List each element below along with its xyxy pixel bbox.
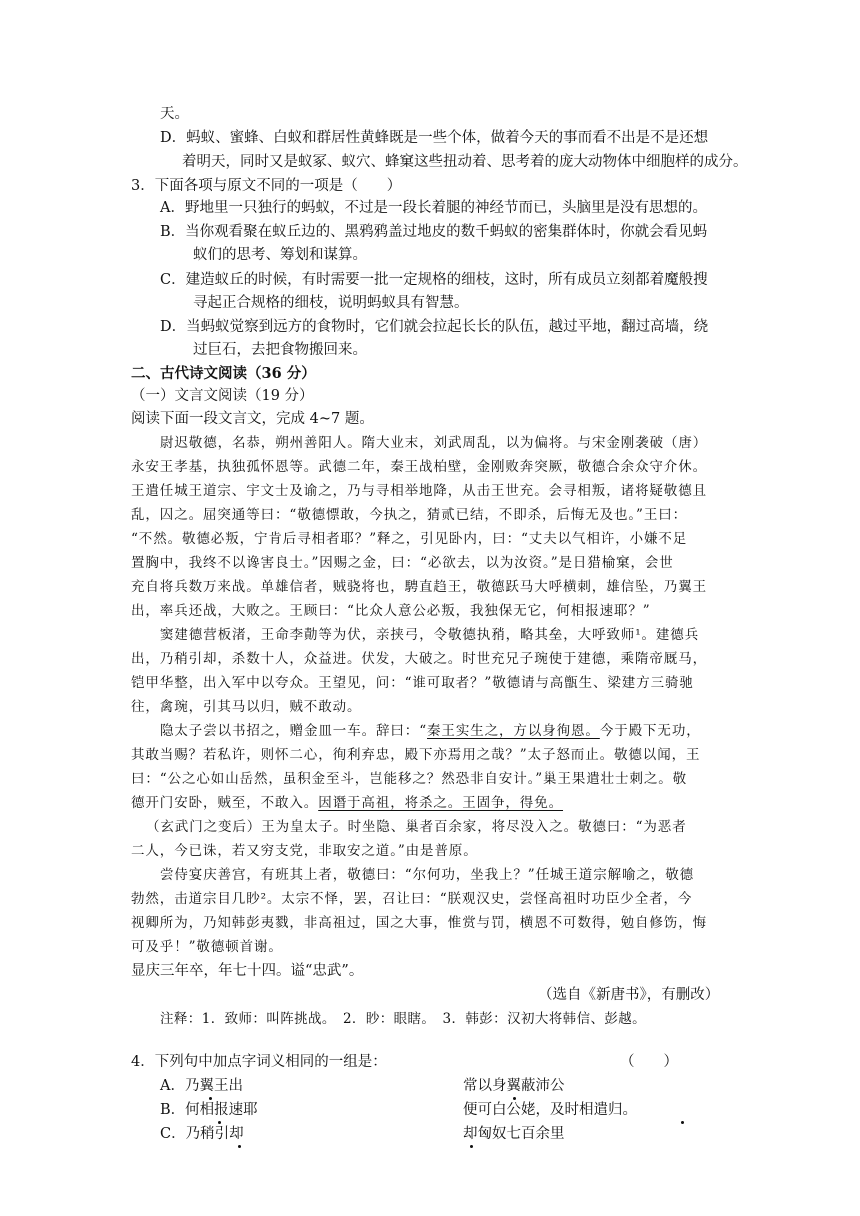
q4-option-c-left: C．乃稍引却: [160, 1126, 244, 1142]
passage-line: “不然。敬德必叛，宁肯后寻相者耶？”释之，引见卧内，曰：“丈夫以气相许，小嫌不足: [131, 531, 688, 547]
emphasis-dot: [681, 1121, 684, 1124]
passage-line: 其敢当赐？若私许，则怀二心，徇利弃忠，殿下亦焉用之哉？”太子怒而止。敬德以闻，王: [131, 747, 701, 763]
emphasis-dot: [218, 1121, 221, 1124]
passage-line: 出，乃稍引却，杀数十人，众益进。伏发，大破之。时世充兄子琬使于建德，乘隋帝厩马，: [131, 651, 707, 667]
question-3-stem: 3．下面各项与原文不同的一项是（ ）: [131, 178, 402, 194]
passage-line: 往，禽琬，引其马以归，贼不敢动。: [131, 699, 362, 715]
q3-option-b-line1: B．当你观看聚在蚁丘边的、黑鸦鸦盖过地皮的数千蚂蚁的密集群体时，你就会看见蚂: [160, 224, 708, 240]
passage-line: 显庆三年卒，年七十四。谥“忠武”。: [131, 963, 364, 979]
answer-blank: （ ）: [620, 1054, 678, 1070]
passage-line: 王遣任城王道宗、宇文士及谕之，乃与寻相举地降，从击王世充。会寻相叛，诸将疑敬德且: [131, 483, 707, 499]
passage-text: 隐太子尝以书招之，赠金皿一车。辞曰：“: [160, 723, 428, 739]
passage-text: 德开门安卧，贼至，不敢入。: [131, 795, 319, 811]
emphasis-dot: [470, 1145, 473, 1148]
passage-line: （玄武门之变后）王为皇太子。时坐隐、巢者百余家，将尽没入之。敬德曰：“为恶者: [146, 819, 687, 835]
q3-option-c-line2: 寻起正合规格的细枝，说明蚂蚁具有智慧。: [193, 295, 469, 311]
passage-source: （选自《新唐书》，有删改）: [538, 987, 720, 1003]
q3-option-d-line1: D．当蚂蚁觉察到远方的食物时，它们就会拉起长长的队伍，越过平地，翻过高墙，绕: [160, 319, 709, 335]
passage-line: 可及乎！”敬德顿首谢。: [131, 939, 283, 955]
passage-line: 窦建德营板渚，王命李勣等为伏，亲挟弓，令敬德执矟，略其垒，大呼致师¹。建德兵: [160, 627, 700, 643]
q4-option-b-right: 便可白公姥，及时相遣归。: [463, 1102, 637, 1118]
passage-line: 视卿所为，乃知韩彭夷戮，非高祖过，国之大事，惟赏与罚，横恩不可数得，勉自修饬，悔: [131, 915, 707, 931]
q3-option-c-line1: C．建造蚁丘的时候，有时需要一批一定规格的细枝，这时，所有成员立刻都着魔般搜: [160, 272, 708, 288]
emphasis-dot: [209, 1097, 212, 1100]
option-d-line1: D．蚂蚁、蜜蜂、白蚁和群居性黄蜂既是一些个体，做着今天的事而看不出是不是还想: [160, 130, 709, 146]
question-4-stem: 4．下列句中加点字词义相同的一组是：: [131, 1054, 387, 1070]
passage-line: [131, 793, 563, 813]
q4-option-a-right: 常以身翼蔽沛公: [463, 1078, 565, 1094]
passage-text: 今于殿下无功，: [599, 723, 701, 739]
passage-line: 乱，囚之。屈突通等曰：“敬德慓敢，今执之，猜贰已结，不即杀，后悔无及也。”王曰：: [131, 507, 688, 523]
passage-line: 铠甲华整，出入军中以夸众。王望见，问：“谁可取者？”敬德请与高甑生、梁建方三骑驰: [131, 675, 694, 691]
section-2-title: 二、古代诗文阅读（36 分）: [131, 365, 316, 382]
emphasis-dot: [513, 1097, 516, 1100]
q3-option-a: A．野地里一只独行的蚂蚁，不过是一段长着腿的神经节而已，头脑里是没有思想的。: [160, 200, 707, 216]
passage-line: 尉迟敬德，名恭，朔州善阳人。隋大业末，刘武周乱，以为偏将。与宋金刚袭破（唐）: [160, 435, 708, 451]
emphasis-dot: [238, 1145, 241, 1148]
option-d-line2: 着明天，同时又是蚁冢、蚁穴、蜂窠这些扭动着、思考着的庞大动物体中细胞样的成分。: [182, 154, 748, 170]
q3-option-b-line2: 蚁们的思考、筹划和谋算。: [193, 247, 367, 263]
reading-instruction: 阅读下面一段文言文，完成 4~7 题。: [131, 411, 374, 427]
passage-line: 勃然，击道宗目几眇²。太宗不怿，罢，召让曰：“朕观汉史，尝怪高祖时功臣少全者，今: [131, 891, 693, 907]
underlined-sentence: 因谮于高祖，将杀之。王固争，得免。: [318, 795, 564, 811]
passage-line: 尝侍宴庆善宫，有班其上者，敬德曰：“尔何功，坐我上？”任城王道宗解喻之，敬德: [160, 867, 695, 883]
passage-line: 置胸中，我终不以谗害良士。”因赐之金，曰：“必欲去，以为汝资。”是日猎榆窠，会世: [131, 555, 674, 571]
q4-option-b-left: B．何相报速耶: [160, 1102, 258, 1118]
passage-line: 充自将兵数万来战。单雄信者，贼骁将也，騁直趋王，敬德跃马大呼横刺，雄信坠，乃翼王: [131, 579, 707, 595]
passage-line: 二人，今已诛，若又穷支党，非取安之道。”由是普原。: [131, 843, 478, 859]
underlined-sentence: 秦王实生之，方以身徇恩。: [427, 723, 600, 739]
q4-option-a-left: A．乃翼王出: [160, 1078, 243, 1094]
continued-text: 天。: [160, 106, 189, 122]
passage-line: 出，率兵还战，大败之。王顾曰：“比众人意公必叛，我独保无它，何相报速耶？”: [131, 603, 651, 619]
footnotes: 注释：1．致师：叫阵挑战。 2．眇：眼瞎。 3．韩彭：汉初大将韩信、彭越。: [160, 1011, 647, 1027]
passage-line: 永安王孝基，执独孤怀恩等。武德二年，秦王战柏壁，金刚败奔突厥，敬德合余众守介休。: [131, 459, 707, 475]
q3-option-d-line2: 过巨石，去把食物搬回来。: [193, 342, 367, 358]
section-2-subtitle: （一）文言文阅读（19 分）: [131, 388, 314, 404]
q4-option-c-right: 却匈奴七百余里: [463, 1126, 565, 1142]
passage-line: [160, 721, 701, 741]
passage-line: 曰：“公之心如山岳然，虽积金至斗，岂能移之？然恐非自安计。”巢王果遣壮士刺之。敬: [131, 771, 688, 787]
